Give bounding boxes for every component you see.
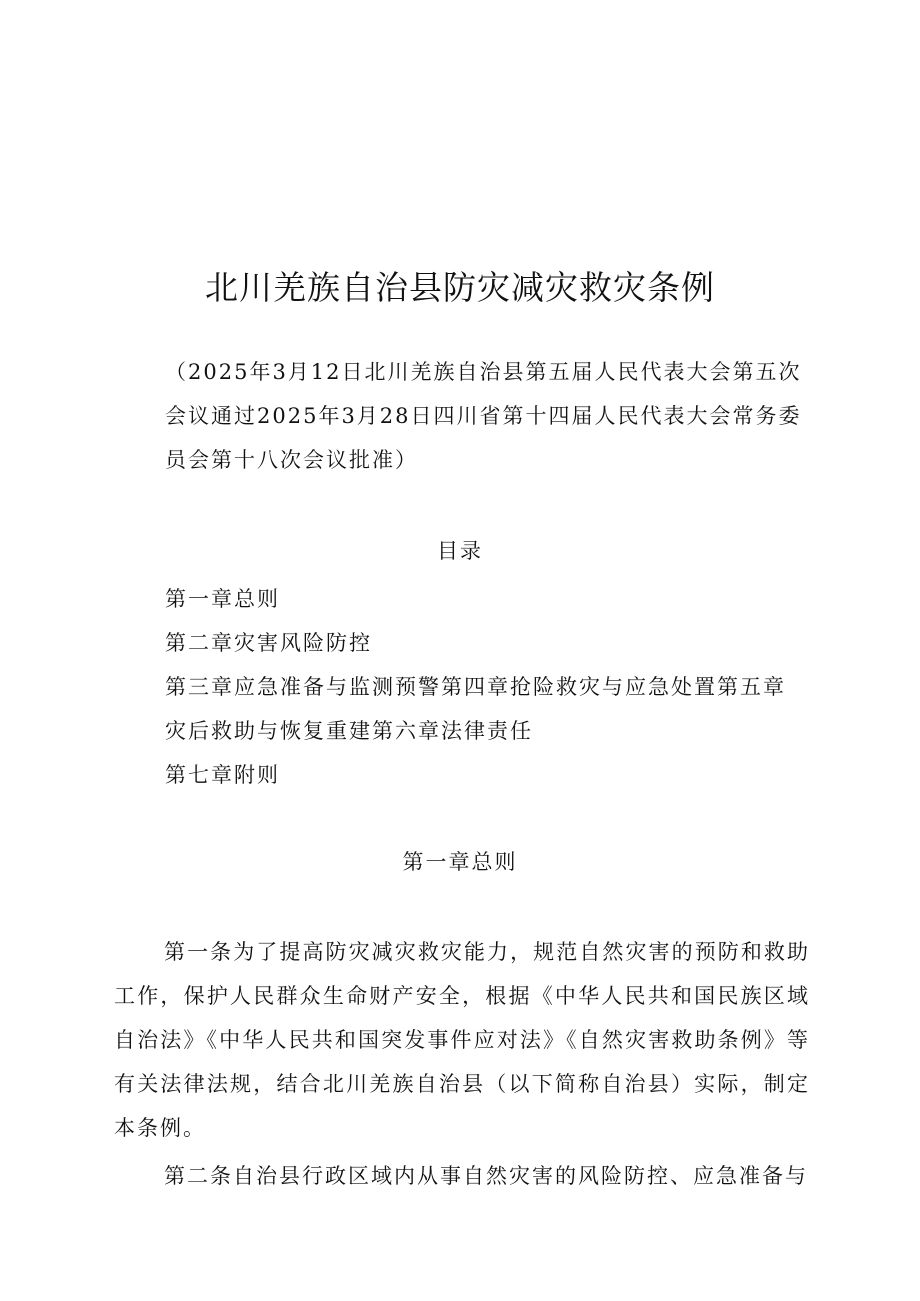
toc-item-chapters-3-6: 第三章应急准备与监测预警第四章抢险救灾与应急处置第五章灾后救助与恢复重建第六章法律责任: [165, 675, 786, 743]
toc-heading: 目录: [437, 539, 483, 563]
article-1: 第一条为了提高防灾减灾救灾能力，规范自然灾害的预防和救助工作，保护人民群众生命财产安全，根据《中华人民共和国民族区域自治法》《中华人民共和国突发事件应对法》《自然灾害救助条例》等有关法律法规，结合北川羌族自治县（以下简称自治县）实际，制定本条例。: [114, 940, 810, 1140]
toc-item-chapter-7: 第七章附则: [165, 763, 280, 787]
article-2: 第二条自治县行政区域内从事自然灾害的风险防控、应急准备与: [164, 1164, 808, 1188]
document-title: 北川羌族自治县防灾减灾救灾条例: [205, 268, 715, 307]
chapter-1-heading: 第一章总则: [402, 850, 518, 874]
toc-item-chapter-2: 第二章灾害风险防控: [165, 631, 372, 655]
toc-item-chapter-1: 第一章总则: [165, 587, 280, 611]
document-subtitle: （2025年3月12日北川羌族自治县第五届人民代表大会第五次会议通过2025年3月28日四川省第十四届人民代表大会常务委员会第十八次会议批准）: [165, 360, 802, 472]
